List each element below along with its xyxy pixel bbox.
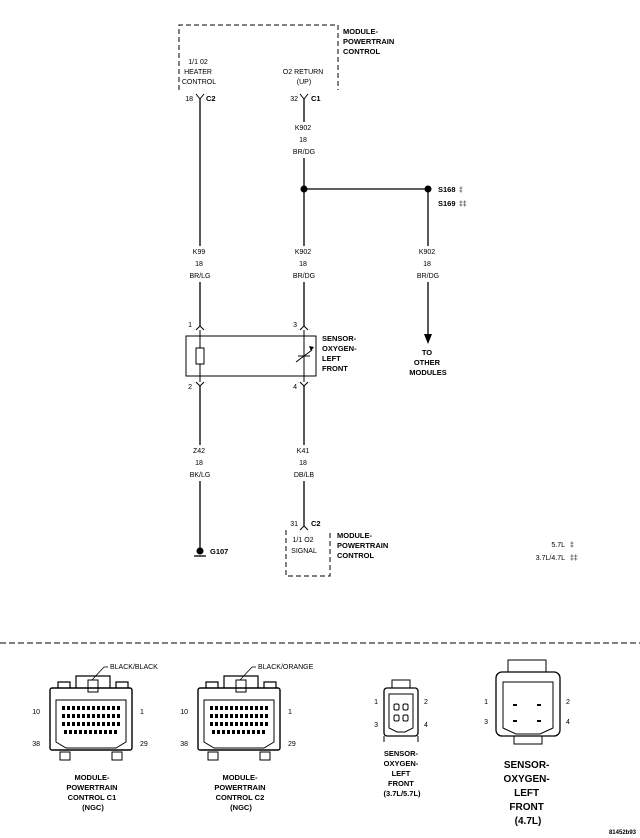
splice-s168: S168 (438, 185, 456, 194)
ground-dot (197, 548, 204, 555)
sensor-pin-4: 4 (293, 384, 297, 391)
return-cavity: 32 (290, 96, 298, 103)
wire-k902-mid: K902 18 BR/DG (292, 249, 316, 280)
pin-return-label: O2 RETURN (UP) (282, 69, 324, 86)
heater-connector: C2 (206, 94, 216, 103)
sensor-large-title: SENSOR- OXYGEN- LEFT FRONT (4.7L) (503, 760, 550, 827)
sensor-large-pin-2: 2 (566, 699, 570, 706)
pin-heater-label: 1/1 02 HEATER CONTROL (181, 59, 217, 86)
sensor-small-pin-3: 3 (374, 722, 378, 729)
sensor-pin-2: 2 (188, 384, 192, 391)
sensor-box (186, 336, 316, 376)
legend-5-7l-mark: ‡ (570, 542, 574, 549)
connector-c2 (198, 667, 280, 760)
legend-5-7l: 5.7L (551, 542, 565, 549)
c2-callout: BLACK/ORANGE (258, 664, 314, 671)
to-other-arrow (424, 334, 432, 344)
c1-title: MODULE- POWERTRAIN CONTROL C1 (NGC) (66, 773, 118, 812)
pcm-bottom-pin-label: 1/1 O2 SIGNAL (291, 537, 317, 555)
c1-pin-38: 38 (32, 741, 40, 748)
sensor-adjust-arrow (309, 346, 314, 351)
sensor-small-pin-4: 4 (424, 722, 428, 729)
connector-c1 (50, 667, 132, 760)
c2-pin-1: 1 (288, 709, 292, 716)
legend-3-7l: 3.7L/4.7L (535, 555, 565, 562)
wire-k99: K99 18 BR/LG (189, 249, 211, 280)
c2-pin-38: 38 (180, 741, 188, 748)
pcm-bottom-connector: C2 (311, 519, 321, 528)
sensor-connector-small (384, 680, 418, 742)
sensor-internal (196, 330, 312, 382)
sensor-connector-large (496, 660, 560, 744)
pcm-top-title: MODULE- POWERTRAIN CONTROL (343, 27, 395, 56)
sensor-small-pin-2: 2 (424, 699, 428, 706)
splice-dot-junction (301, 186, 308, 193)
splice-dot-s168 (425, 186, 432, 193)
wire-z42: Z42 18 BK/LG (189, 448, 211, 479)
splice-s169-mark: ‡‡ (459, 201, 467, 208)
c1-pin-1: 1 (140, 709, 144, 716)
ground-g107: G107 (210, 547, 229, 556)
c2-title: MODULE- POWERTRAIN CONTROL C2 (NGC) (214, 773, 266, 812)
wire-label-bgs (186, 122, 442, 481)
c2-pin-29: 29 (288, 741, 296, 748)
sensor-large-pin-4: 4 (566, 719, 570, 726)
sensor-pin-1: 1 (188, 322, 192, 329)
wire-k902-right: K902 18 BR/DG (416, 249, 440, 280)
pcm-bottom-cavity: 31 (290, 521, 298, 528)
c2-pin-10: 10 (180, 709, 188, 716)
to-other-modules: TO OTHER MODULES (409, 348, 447, 377)
figure-id: 81452b93 (608, 830, 636, 836)
splice-s168-mark: ‡ (459, 187, 463, 194)
c1-pin-10: 10 (32, 709, 40, 716)
splice-s169: S169 (438, 199, 456, 208)
wire-k902-top: K902 18 BR/DG (292, 125, 316, 156)
wire-k41: K41 18 DB/LB (293, 448, 315, 479)
sensor-small-title: SENSOR- OXYGEN- LEFT FRONT (3.7L/5.7L) (383, 749, 421, 798)
c1-pin-29: 29 (140, 741, 148, 748)
return-connector: C1 (311, 94, 321, 103)
sensor-title: SENSOR- OXYGEN- LEFT FRONT (322, 334, 357, 373)
sensor-large-pin-1: 1 (484, 699, 488, 706)
sensor-pin-3: 3 (293, 322, 297, 329)
legend-3-7l-mark: ‡‡ (570, 555, 578, 562)
sensor-large-pin-3: 3 (484, 719, 488, 726)
sensor-small-pin-1: 1 (374, 699, 378, 706)
heater-cavity: 18 (185, 96, 193, 103)
c1-callout: BLACK/BLACK (110, 664, 158, 671)
pcm-bottom-title: MODULE- POWERTRAIN CONTROL (337, 531, 389, 560)
